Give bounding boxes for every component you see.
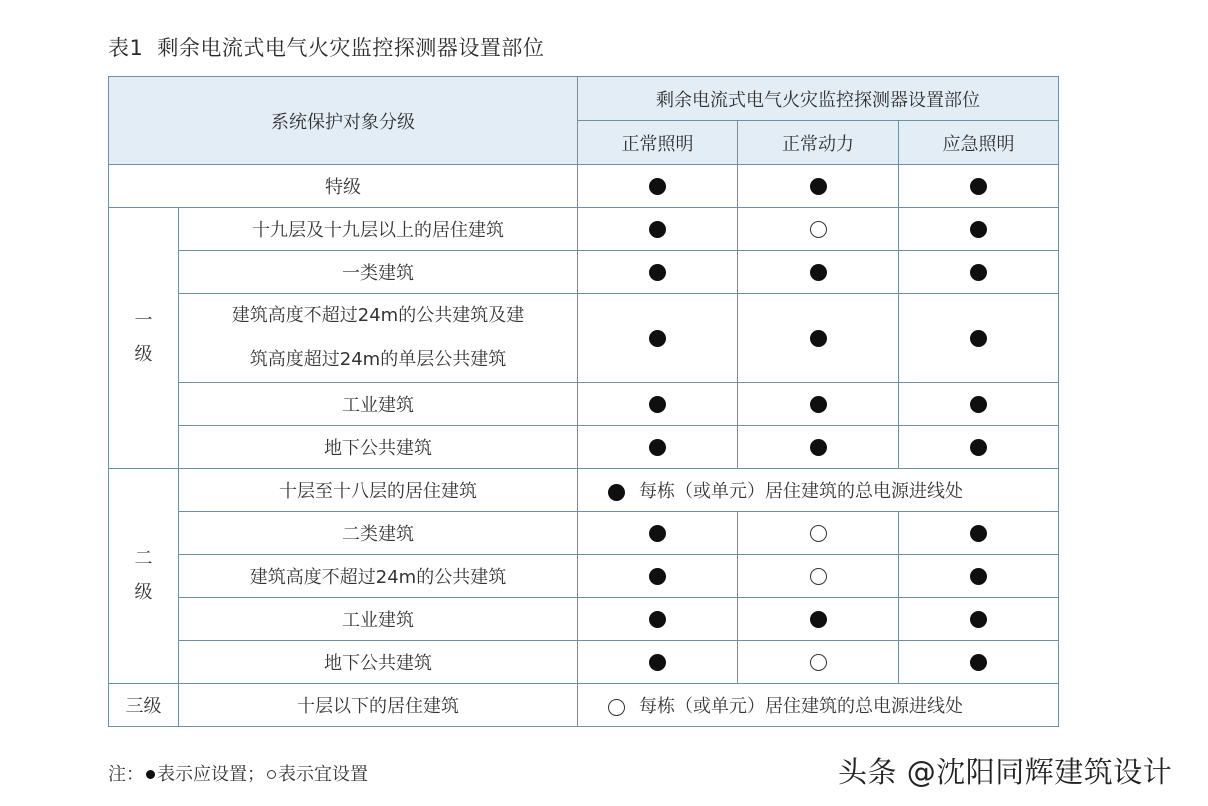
header-normal-lighting: 正常照明 [578,121,738,165]
table-footnote [108,760,368,786]
row-label: 特级 [109,165,578,208]
row-label: 一类建筑 [179,251,578,294]
filled-dot-icon [608,484,625,501]
table-row [109,598,1059,641]
group-label-level3: 三级 [109,684,179,727]
hollow-dot-icon [810,525,827,542]
table-number: 表1 [108,36,144,60]
row-label: 十九层及十九层以上的居住建筑 [179,208,578,251]
row-label: 地下公共建筑 [179,641,578,684]
filled-dot-icon [970,568,987,585]
row-label: 工业建筑 [179,598,578,641]
filled-dot-icon [970,330,987,347]
table-row [109,383,1059,426]
filled-dot-icon [649,568,666,585]
filled-dot-icon [810,330,827,347]
table-row [109,165,1059,208]
filled-dot-icon [970,654,987,671]
hollow-dot-icon [810,654,827,671]
filled-dot-icon [649,178,666,195]
filled-dot-icon [970,439,987,456]
row-label: 地下公共建筑 [179,426,578,469]
span-note-cell [578,684,1059,727]
filled-dot-icon [810,178,827,195]
row-label: 十层以下的居住建筑 [179,684,578,727]
filled-dot-icon [970,178,987,195]
filled-dot-icon [810,264,827,281]
table-caption [108,32,544,62]
header-location-group: 剩余电流式电气火灾监控探测器设置部位 [578,77,1059,121]
table-title: 剩余电流式电气火灾监控探测器设置部位 [157,36,545,60]
filled-dot-icon [649,396,666,413]
hollow-dot-icon [608,699,625,716]
table-row [109,641,1059,684]
header-emergency-lighting: 应急照明 [899,121,1059,165]
table-row [109,469,1059,512]
hollow-dot-icon [810,221,827,238]
filled-dot-icon [970,611,987,628]
table-row [109,555,1059,598]
detector-location-table [108,76,1059,727]
group-label-level1: 一 级 [109,208,179,469]
filled-dot-icon [970,264,987,281]
filled-dot-icon [649,264,666,281]
filled-dot-icon [649,611,666,628]
footnote-prefix: 注： [108,764,144,785]
filled-dot-icon [810,611,827,628]
hollow-dot-icon [810,568,827,585]
row-label: 十层至十八层的居住建筑 [179,469,578,512]
filled-dot-icon [970,525,987,542]
filled-dot-icon [649,654,666,671]
header-normal-power: 正常动力 [738,121,899,165]
filled-dot-icon [649,525,666,542]
filled-dot-icon [649,221,666,238]
table-row [109,251,1059,294]
table-row [109,208,1059,251]
filled-dot-icon [810,439,827,456]
watermark: 头条 @沈阳同辉建筑设计 [838,755,1173,789]
table-row [109,294,1059,383]
row-label: 二类建筑 [179,512,578,555]
table-row [109,512,1059,555]
filled-dot-icon [810,396,827,413]
filled-dot-icon [649,439,666,456]
hollow-dot-icon [267,770,276,779]
row-label-multiline: 建筑高度不超过24m的公共建筑及建 筑高度超过24m的单层公共建筑 [179,294,578,383]
group-label-level2: 二 级 [109,469,179,684]
filled-dot-icon [970,221,987,238]
row-label: 建筑高度不超过24m的公共建筑 [179,555,578,598]
filled-dot-icon [970,396,987,413]
table-row [109,426,1059,469]
span-note-cell [578,469,1059,512]
footnote-filled-text: 表示应设置； [157,764,265,785]
footnote-hollow-text: 表示宜设置 [278,764,368,785]
span-note-text: 每栋（或单元）居住建筑的总电源进线处 [639,481,963,502]
header-object-level: 系统保护对象分级 [109,77,578,165]
filled-dot-icon [649,330,666,347]
table-row [109,684,1059,727]
row-label: 工业建筑 [179,383,578,426]
span-note-text: 每栋（或单元）居住建筑的总电源进线处 [639,696,963,717]
filled-dot-icon [146,770,155,779]
